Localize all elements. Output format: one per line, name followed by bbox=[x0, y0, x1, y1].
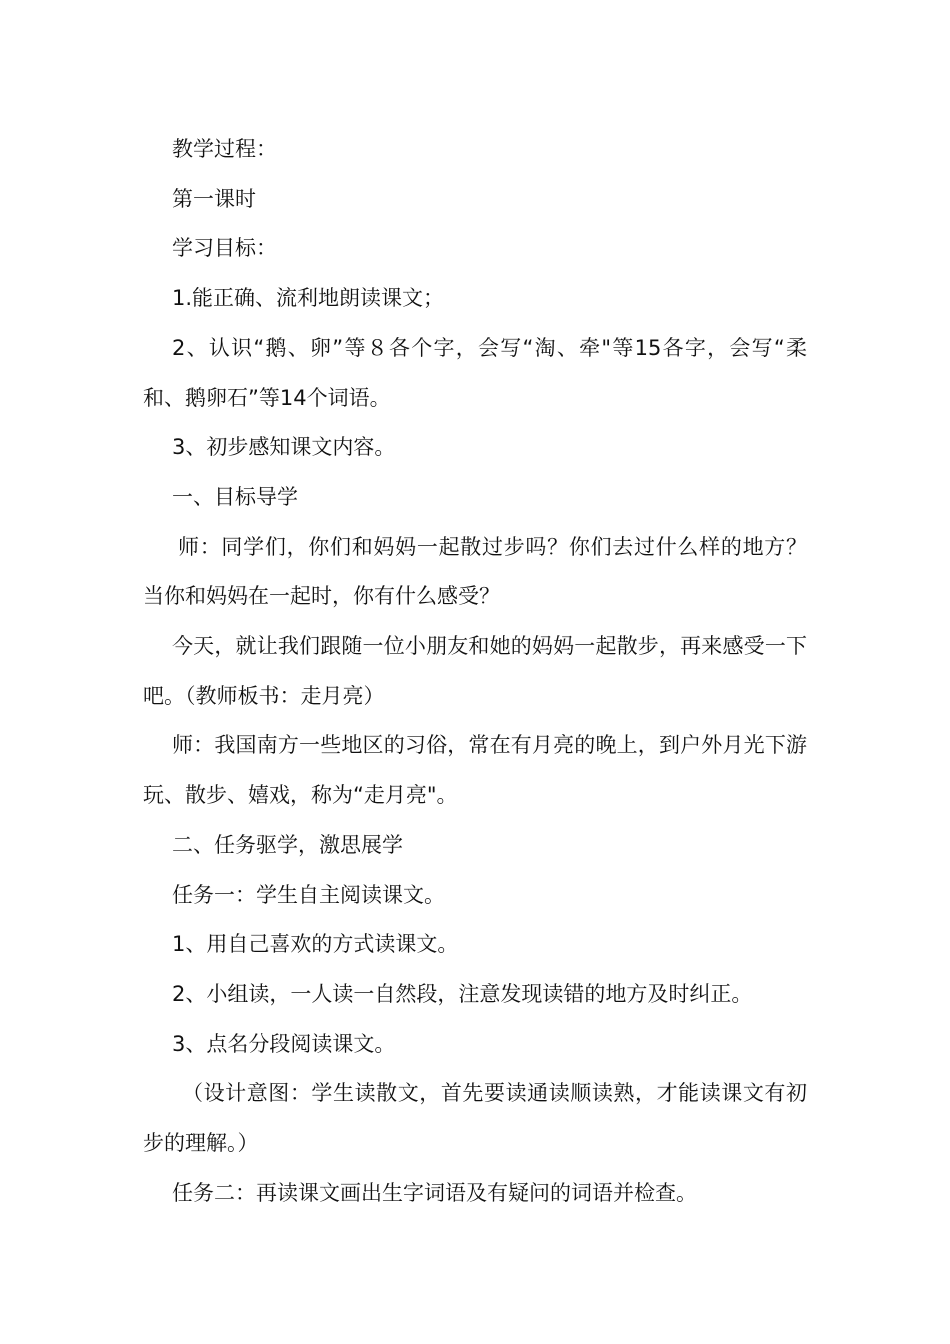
heading-first-lesson: 第一课时 bbox=[172, 186, 256, 211]
teacher-question-paragraph: 师：同学们，你们和妈妈一起散过步吗？你们去过什么样的地方？当你和妈妈在一起时，你有什么感受？ bbox=[143, 534, 807, 609]
intro-paragraph: 今天，就让我们跟随一位小朋友和她的妈妈一起散步，再来感受一下吧。（教师板书：走月亮） bbox=[143, 634, 807, 708]
section-heading-goal-guidance: 一、目标导学 bbox=[172, 484, 298, 509]
heading-learning-goals: 学习目标： bbox=[172, 236, 277, 261]
goal-item-2: 2、认识“鹅、卵”等８各个字，会写“淘、牵"等15各字，会写“柔和、鹅卵石”等14个词语。 bbox=[143, 335, 807, 410]
section-heading-tasks: 二、任务驱学，激思展学 bbox=[172, 832, 403, 857]
task-one-heading: 任务一：学生自主阅读课文。 bbox=[172, 882, 445, 907]
document-body bbox=[143, 125, 807, 1218]
task-one-step-3: 3、点名分段阅读课文。 bbox=[172, 1031, 396, 1056]
heading-teaching-process: 教学过程： bbox=[172, 137, 277, 161]
goal-item-3: 3、初步感知课文内容。 bbox=[172, 435, 396, 460]
task-one-step-2: 2、小组读，一人读一自然段，注意发现读错的地方及时纠正。 bbox=[172, 981, 753, 1006]
task-two-heading: 任务二：再读课文画出生字词语及有疑问的词语并检查。 bbox=[172, 1180, 697, 1205]
custom-explanation-paragraph: 师：我国南方一些地区的习俗，常在有月亮的晚上，到户外月光下游玩、散步、嬉戏，称为“走月亮"。 bbox=[143, 733, 807, 808]
design-intent-note: （设计意图：学生读散文，首先要读通读顺读熟，才能读课文有初步的理解。） bbox=[143, 1081, 807, 1156]
task-one-step-1: 1、用自己喜欢的方式读课文。 bbox=[172, 932, 459, 957]
goal-item-1: 1.能正确、流利地朗读课文； bbox=[172, 286, 445, 311]
